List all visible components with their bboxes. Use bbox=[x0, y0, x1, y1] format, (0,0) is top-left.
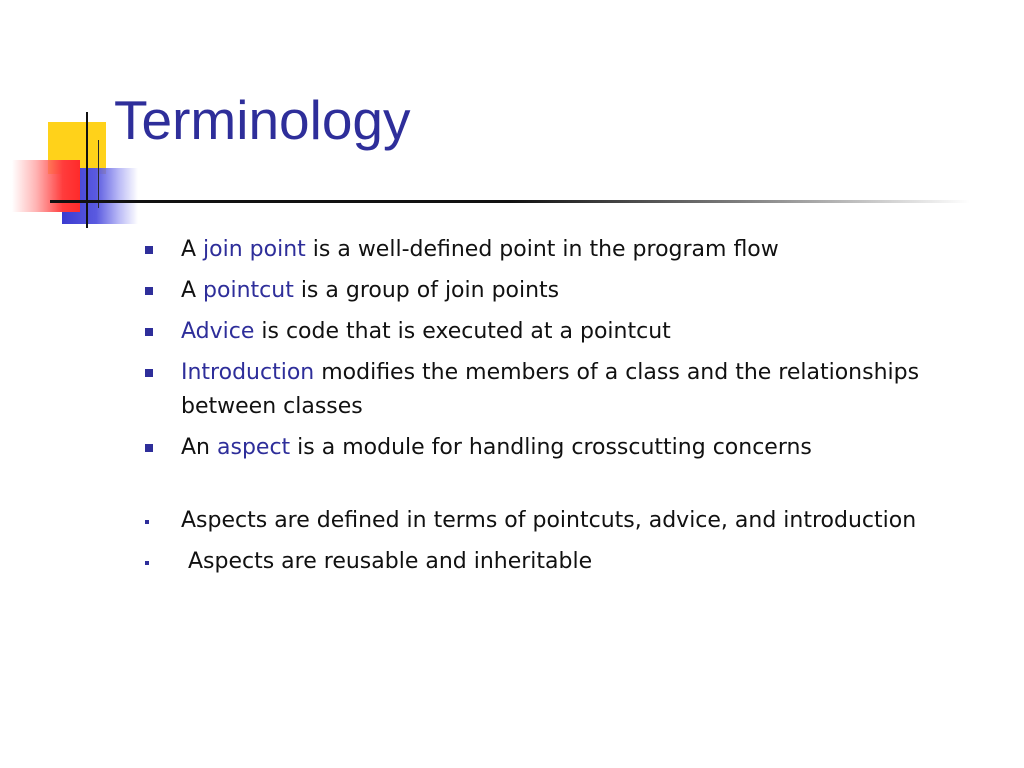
note-item bbox=[140, 504, 940, 538]
square-bullet-icon bbox=[145, 444, 153, 452]
logo-vertical-line bbox=[86, 112, 88, 228]
bullet-text: is a module for handling crosscutting concerns bbox=[290, 435, 812, 460]
square-bullet-icon bbox=[145, 369, 153, 377]
bullet-prefix: An bbox=[181, 435, 217, 460]
bullet-term: Advice bbox=[181, 319, 255, 344]
slide-title: Terminology bbox=[114, 89, 411, 151]
bullet-list bbox=[140, 233, 940, 586]
bullet-item bbox=[140, 431, 940, 465]
logo-vertical-line-thin bbox=[98, 140, 99, 208]
square-bullet-icon bbox=[145, 287, 153, 295]
bullet-term: join point bbox=[203, 237, 306, 262]
square-bullet-icon bbox=[145, 328, 153, 336]
bullet-prefix: A bbox=[181, 237, 204, 262]
title-underline bbox=[50, 200, 970, 203]
bullet-item bbox=[140, 315, 940, 349]
small-square-bullet-icon bbox=[145, 520, 149, 524]
square-bullet-icon bbox=[145, 246, 153, 254]
note-text: Aspects are reusable and inheritable bbox=[181, 549, 593, 574]
bullet-item bbox=[140, 274, 940, 308]
logo-red-square bbox=[12, 160, 80, 212]
bullet-text: modifies the members of a class and the relationships between classes bbox=[181, 360, 920, 419]
note-item bbox=[140, 545, 940, 579]
bullet-term: aspect bbox=[217, 435, 291, 460]
bullet-prefix: A bbox=[181, 278, 204, 303]
small-square-bullet-icon bbox=[145, 561, 149, 565]
bullet-item bbox=[140, 356, 940, 424]
bullet-term: Introduction bbox=[181, 360, 315, 385]
note-text: Aspects are defined in terms of pointcuts, advice, and introduction bbox=[181, 508, 917, 533]
bullet-text: is code that is executed at a pointcut bbox=[254, 319, 671, 344]
bullet-term: pointcut bbox=[203, 278, 294, 303]
bullet-item bbox=[140, 233, 940, 267]
bullet-text: is a group of join points bbox=[293, 278, 560, 303]
bullet-text: is a well-defined point in the program flow bbox=[305, 237, 779, 262]
